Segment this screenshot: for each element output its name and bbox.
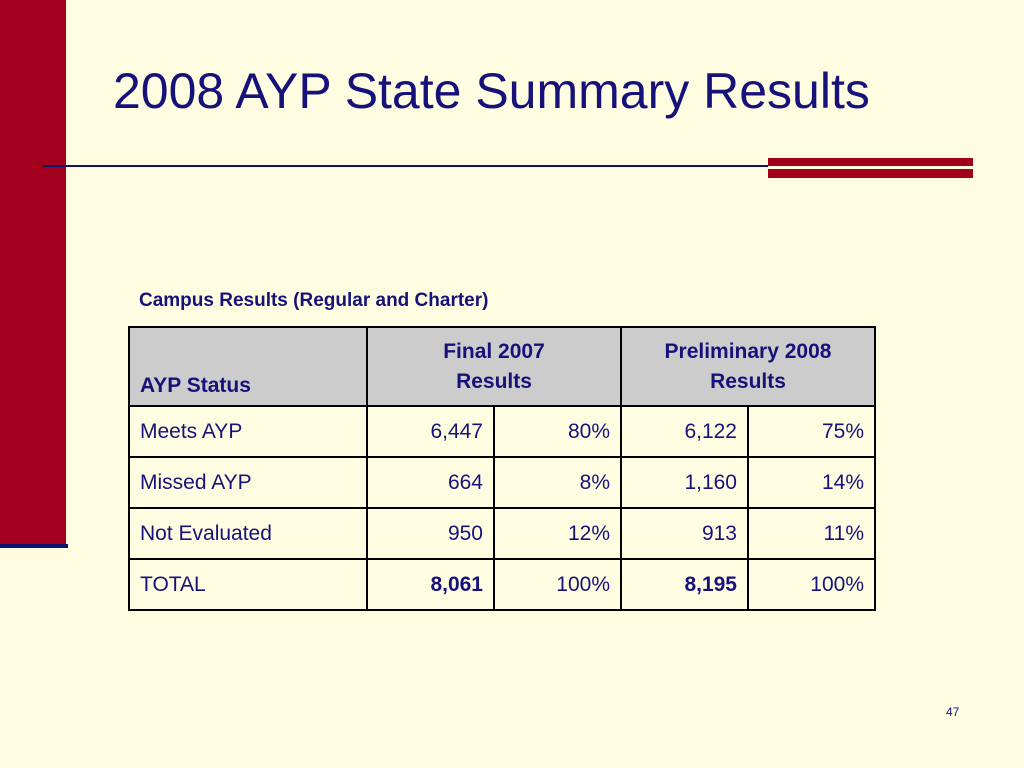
header-preliminary-2008 bbox=[621, 327, 875, 406]
prelim-percent: 75% bbox=[748, 406, 875, 457]
header-final-2007-line1: Final 2007 bbox=[443, 339, 545, 363]
left-bar-underline bbox=[0, 544, 68, 548]
table-caption: Campus Results (Regular and Charter) bbox=[139, 290, 489, 311]
row-status: TOTAL bbox=[129, 559, 367, 610]
row-status: Missed AYP bbox=[129, 457, 367, 508]
table-row-total bbox=[129, 559, 875, 610]
final-percent: 8% bbox=[494, 457, 621, 508]
table-row bbox=[129, 508, 875, 559]
final-count: 950 bbox=[367, 508, 494, 559]
page-number: 47 bbox=[946, 705, 960, 719]
final-count: 664 bbox=[367, 457, 494, 508]
prelim-count: 913 bbox=[621, 508, 748, 559]
prelim-count: 1,160 bbox=[621, 457, 748, 508]
title-accent-bar bbox=[768, 158, 973, 178]
prelim-count: 6,122 bbox=[621, 406, 748, 457]
header-ayp-status: AYP Status bbox=[129, 327, 367, 406]
header-final-2007 bbox=[367, 327, 621, 406]
final-percent: 100% bbox=[494, 559, 621, 610]
prelim-percent: 100% bbox=[748, 559, 875, 610]
header-final-2007-line2: Results bbox=[456, 369, 532, 393]
prelim-percent: 14% bbox=[748, 457, 875, 508]
results-table bbox=[128, 326, 876, 611]
table-header-row bbox=[129, 327, 875, 406]
left-accent-bar bbox=[0, 0, 66, 546]
title-divider bbox=[43, 165, 783, 167]
final-percent: 12% bbox=[494, 508, 621, 559]
row-status: Not Evaluated bbox=[129, 508, 367, 559]
table-row bbox=[129, 457, 875, 508]
table-row bbox=[129, 406, 875, 457]
final-count: 6,447 bbox=[367, 406, 494, 457]
row-status: Meets AYP bbox=[129, 406, 367, 457]
prelim-percent: 11% bbox=[748, 508, 875, 559]
slide-title: 2008 AYP State Summary Results bbox=[113, 63, 870, 119]
final-percent: 80% bbox=[494, 406, 621, 457]
header-prelim-2008-line1: Preliminary 2008 bbox=[664, 339, 832, 363]
header-prelim-2008-line2: Results bbox=[710, 369, 786, 393]
final-count: 8,061 bbox=[367, 559, 494, 610]
prelim-count: 8,195 bbox=[621, 559, 748, 610]
